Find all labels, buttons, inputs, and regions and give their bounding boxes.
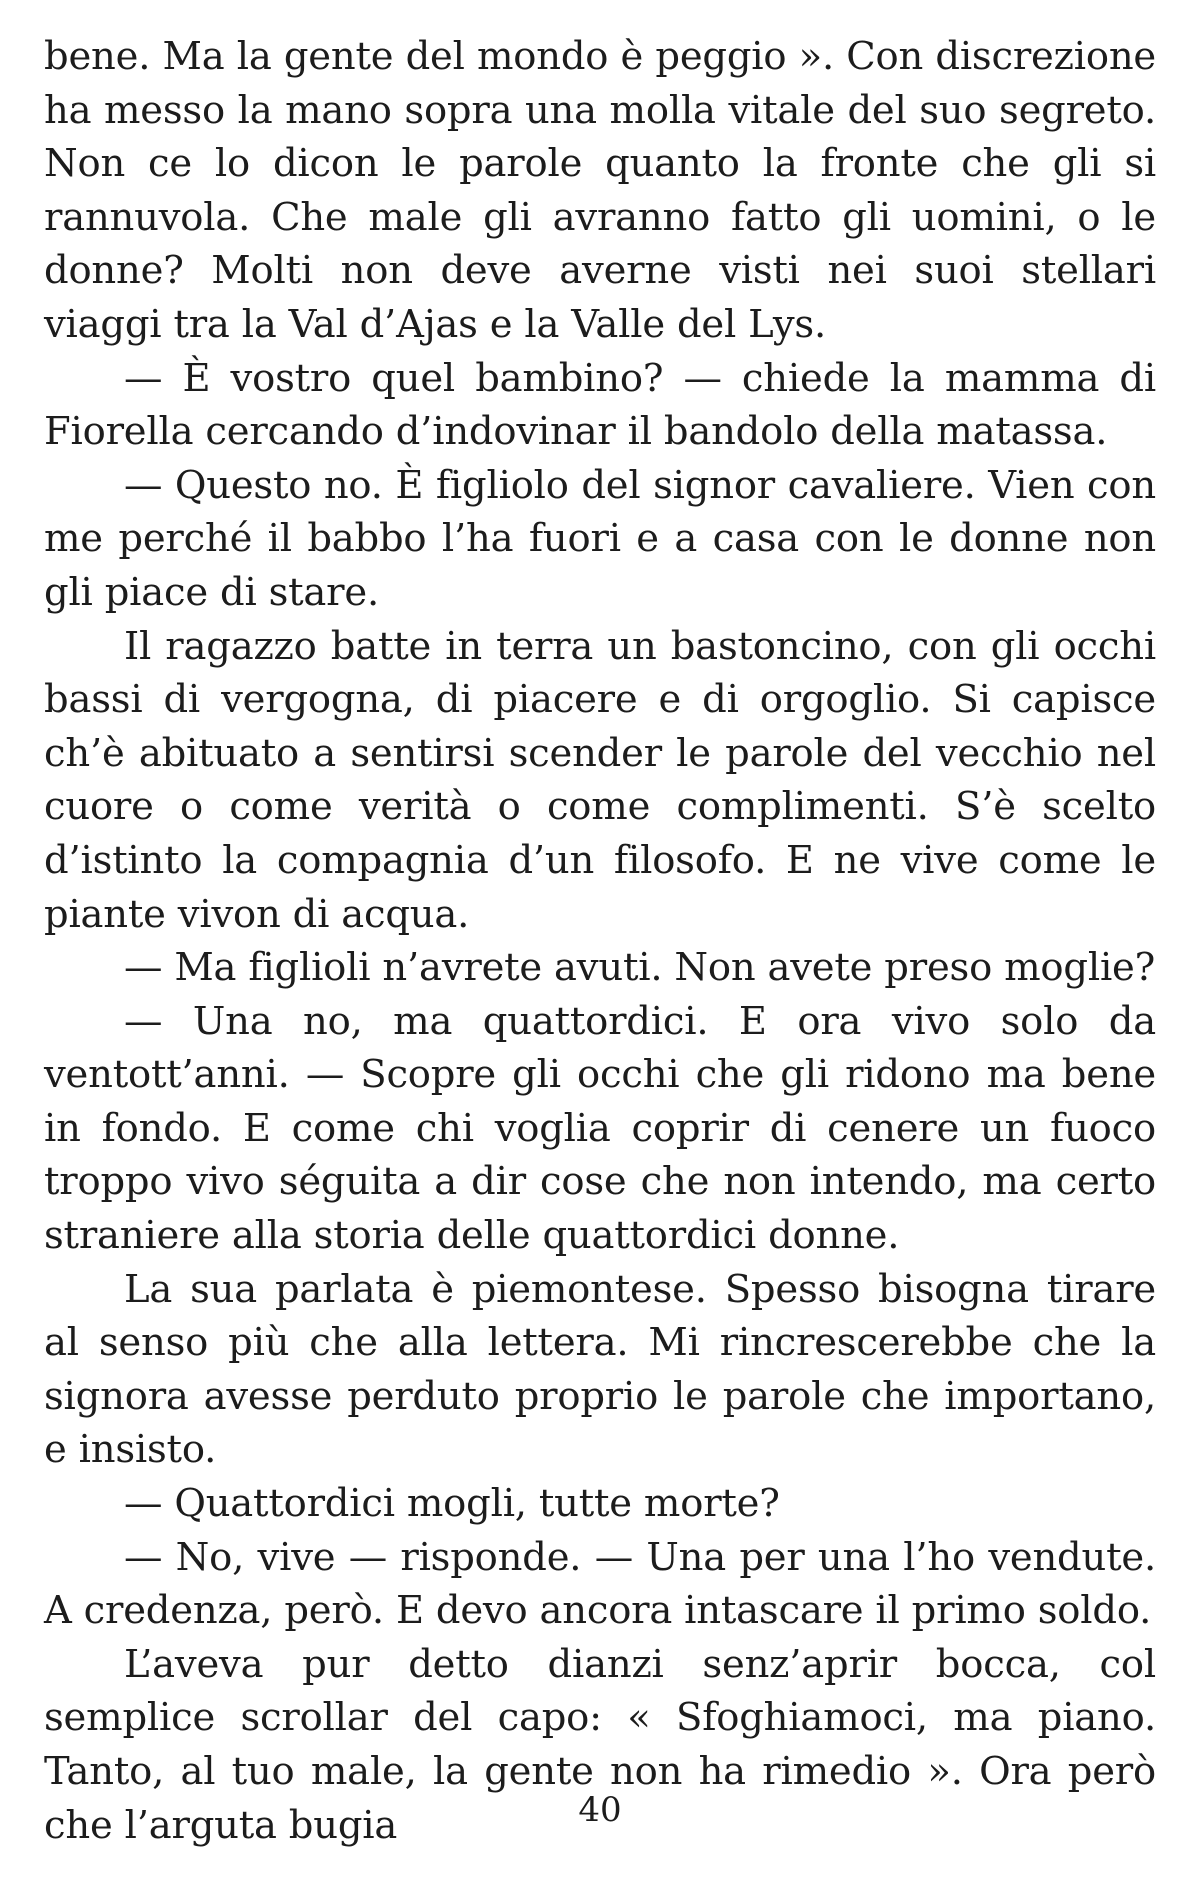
page-body (44, 30, 1156, 1852)
paragraph-7: La sua parlata è piemontese. Spesso bisogna tirare al senso più che alla lettera. Mi rincrescerebbe che la signora avesse perduto proprio le parole che importano, e insisto. (44, 1266, 1156, 1473)
page-number: 40 (578, 1790, 622, 1830)
paragraph-4: Il ragazzo batte in terra un bastoncino, con gli occhi bassi di vergogna, di piacere e di orgoglio. Si capisce ch’è abituato a sentirsi scender le parole del vecchio nel cuore o come verità o come complimenti. S’è scelto d’istinto la compagnia d’un filosofo. E ne vive come le piante vivon di acqua. (44, 623, 1156, 937)
paragraph-1: bene. Ma la gente del mondo è peggio ». Con discrezione ha messo la mano sopra una molla vitale del suo segreto. Non ce lo dicon le parole quanto la fronte che gli si rannuvola. Che male gli avranno fatto gli uomini, o le donne? Molti non deve averne visti nei suoi stellari viaggi tra la Val d’Ajas e la Valle del Lys. (44, 34, 1156, 347)
paragraph-9: — No, vive — risponde. — Una per una l’ho vendute. A credenza, però. E devo ancora intascare il primo soldo. (44, 1534, 1156, 1634)
paragraph-3: — Questo no. È figliolo del signor cavaliere. Vien con me perché il babbo l’ha fuori e a casa con le donne non gli piace di stare. (44, 462, 1156, 615)
paragraph-8: — Quattordici mogli, tutte morte? (124, 1481, 780, 1527)
paragraph-5: — Ma figlioli n’avrete avuti. Non avete preso moglie? (124, 945, 1156, 991)
paragraph-10: L’aveva pur detto dianzi senz’aprir bocca, col semplice scrollar del capo: « Sfoghiamoci, ma piano. Tanto, al tuo male, la gente non ha rimedio ». Ora però che l’arguta bugia (44, 1641, 1156, 1848)
paragraph-6: — Una no, ma quattordici. E ora vivo solo da ventott’anni. — Scopre gli occhi che gli ridono ma bene in fondo. E come chi voglia coprir di cenere un fuoco troppo vivo séguita a dir cose che non intendo, ma certo straniere alla storia delle quattordici donne. (44, 998, 1156, 1259)
paragraph-2: — È vostro quel bambino? — chiede la mamma di Fiorella cercando d’indovinar il bandolo della matassa. (44, 355, 1156, 455)
